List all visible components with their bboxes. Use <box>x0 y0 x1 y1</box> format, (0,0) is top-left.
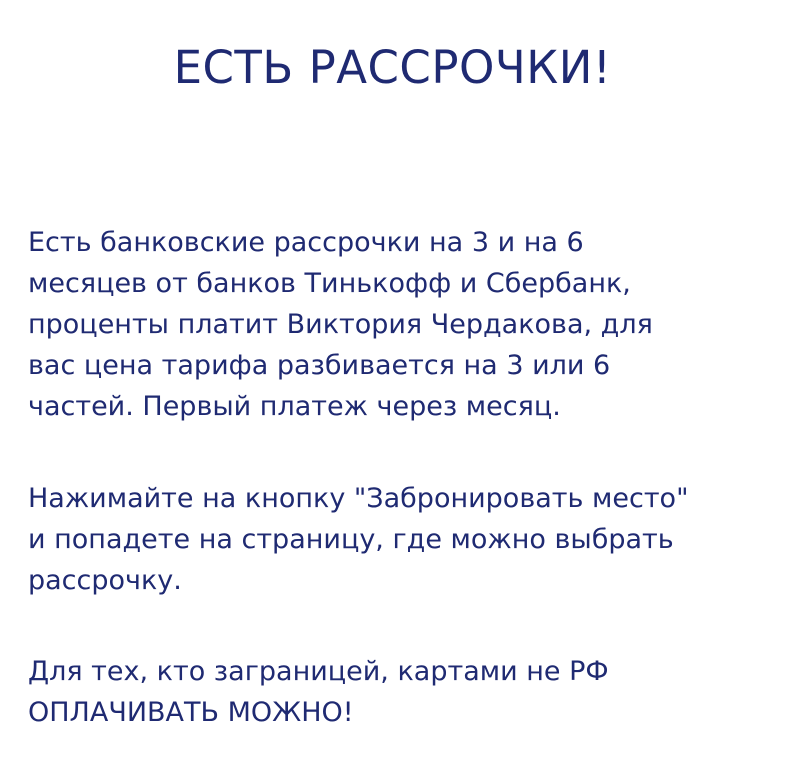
text-line: Для тех, кто заграницей, картами не РФ <box>28 656 609 687</box>
text-line: рассрочку. <box>28 565 182 596</box>
text-line: вас цена тарифа разбивается на 3 или 6 <box>28 350 611 381</box>
booking-instructions-paragraph <box>28 478 768 601</box>
text-line: месяцев от банков Тинькофф и Сбербанк, <box>28 268 631 299</box>
text-line: и попадете на страницу, где можно выбрать <box>28 524 674 555</box>
text-line: ОПЛАЧИВАТЬ МОЖНО! <box>28 697 354 728</box>
text-line: Есть банковские рассрочки на 3 и на 6 <box>28 227 584 258</box>
text-line: Нажимайте на кнопку "Забронировать место" <box>28 483 689 514</box>
text-line: проценты платит Виктория Чердакова, для <box>28 309 653 340</box>
installment-info-paragraph <box>28 222 768 427</box>
foreign-payment-paragraph <box>28 651 768 733</box>
page-title: ЕСТЬ РАССРОЧКИ! <box>173 41 612 94</box>
text-line: частей. Первый платеж через месяц. <box>28 391 561 422</box>
